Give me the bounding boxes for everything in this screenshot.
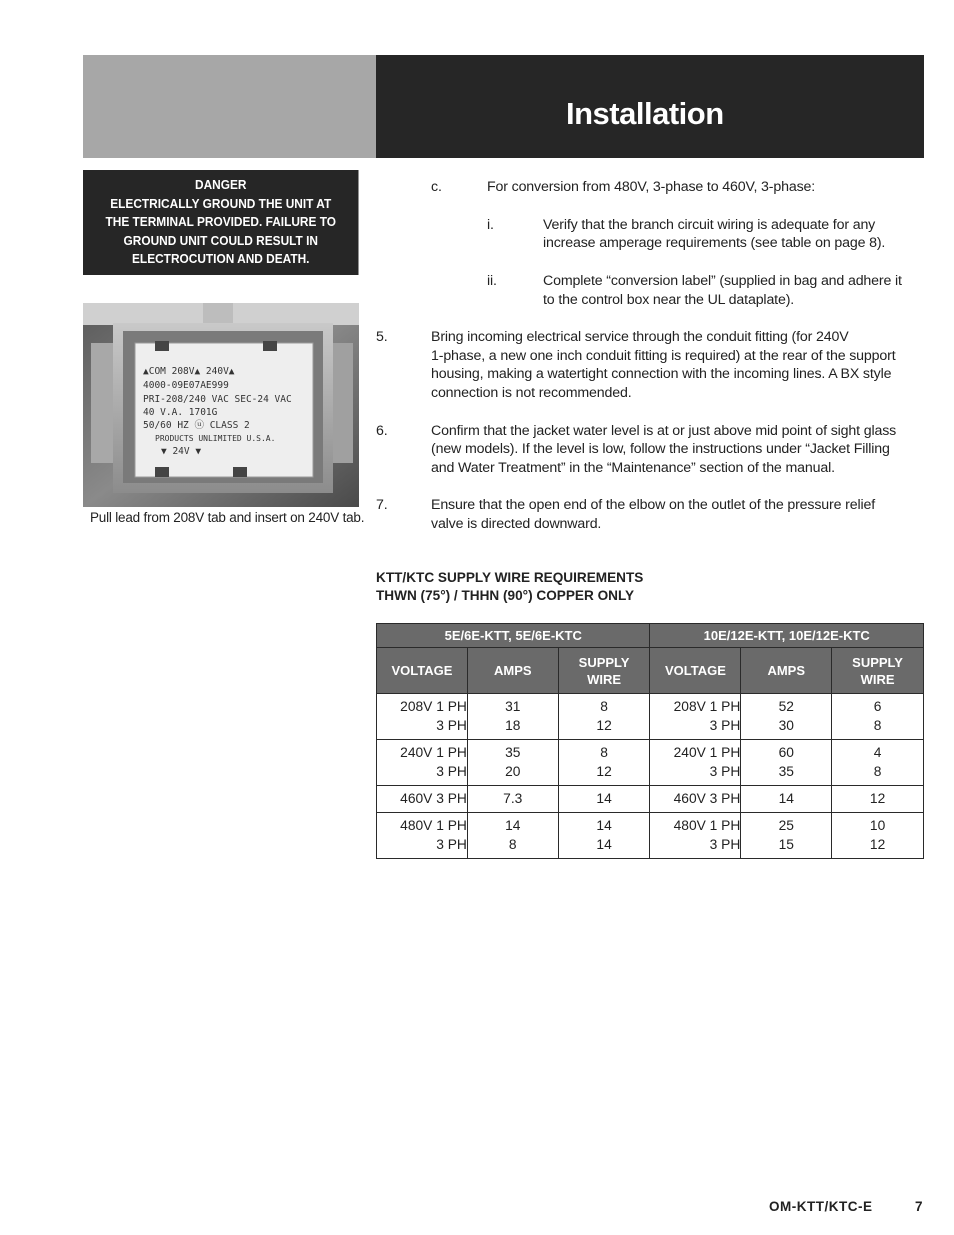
step-6-line: (new models). If the level is low, follow the instructions under “Jacket Filling (431, 441, 890, 457)
cell-supply-wire: 12 (832, 786, 924, 813)
table-row (377, 786, 924, 813)
cell-voltage: 240V 1 PH 3 PH (377, 740, 468, 786)
page-number: 7 (915, 1199, 923, 1214)
cell-voltage: 208V 1 PH 3 PH (377, 694, 468, 740)
cell-amps: 7.3 (467, 786, 558, 813)
footer-doc-code: OM-KTT/KTC-E (769, 1199, 873, 1214)
cell-supply-wire: 14 (558, 786, 650, 813)
col-header-amps: AMPS (741, 648, 832, 694)
step-7-line: Ensure that the open end of the elbow on the outlet of the pressure relief (431, 497, 875, 513)
table-title-line: KTT/KTC SUPPLY WIRE REQUIREMENTS (376, 570, 644, 585)
cell-supply-wire: 8 12 (558, 740, 650, 786)
cell-supply-wire: 10 12 (832, 813, 924, 859)
cell-voltage: 460V 3 PH (650, 786, 741, 813)
cell-supply-wire: 8 12 (558, 694, 650, 740)
step-cii-marker: ii. (487, 273, 497, 289)
transformer-illustration (83, 303, 359, 507)
header-gray-block (83, 55, 376, 158)
page-title: Installation (566, 96, 724, 131)
step-6-marker: 6. (376, 423, 388, 439)
step-cii-line: Complete “conversion label” (supplied in bag and adhere it (543, 273, 902, 289)
step-5-marker: 5. (376, 329, 388, 345)
step-5-line: connection is not recommended. (431, 385, 632, 401)
step-ci-line: Verify that the branch circuit wiring is adequate for any (543, 217, 876, 233)
step-c-marker: c. (431, 179, 442, 195)
step-6-line: and Water Treatment” in the “Maintenance” section of the manual. (431, 460, 835, 476)
col-header-amps: AMPS (467, 648, 558, 694)
cell-amps: 60 35 (741, 740, 832, 786)
cell-supply-wire: 4 8 (832, 740, 924, 786)
table-row (377, 813, 924, 859)
step-6-line: Confirm that the jacket water level is at or just above mid point of sight glass (431, 423, 897, 439)
cell-voltage: 240V 1 PH 3 PH (650, 740, 741, 786)
step-7-line: valve is directed downward. (431, 516, 602, 532)
cell-voltage: 480V 1 PH 3 PH (377, 813, 468, 859)
step-5-line: Bring incoming electrical service through the conduit fitting (for 240V (431, 329, 849, 345)
supply-wire-table (376, 623, 924, 859)
step-c-text: For conversion from 480V, 3-phase to 460V, 3-phase: (487, 179, 816, 195)
cell-amps: 14 8 (467, 813, 558, 859)
cell-voltage: 480V 1 PH 3 PH (650, 813, 741, 859)
cell-amps: 52 30 (741, 694, 832, 740)
cell-amps: 31 18 (467, 694, 558, 740)
photo-label-line: PRODUCTS UNLIMITED U.S.A. (155, 434, 276, 443)
danger-line: ELECTRICALLY GROUND THE UNIT AT (110, 196, 332, 211)
table-row (377, 740, 924, 786)
step-5-line: housing, making a watertight connection with the incoming lines. A BX style (431, 366, 892, 382)
cell-voltage: 208V 1 PH 3 PH (650, 694, 741, 740)
table-title-line: THWN (75°) / THHN (90°) COPPER ONLY (376, 588, 635, 603)
cell-voltage: 460V 3 PH (377, 786, 468, 813)
cell-amps: 35 20 (467, 740, 558, 786)
danger-line: ELECTROCUTION AND DEATH. (132, 252, 310, 267)
photo-label-line: 4000-09E07AE999 (143, 380, 229, 391)
cell-supply-wire: 6 8 (832, 694, 924, 740)
photo-label-line: 40 V.A. 1701G (143, 407, 218, 418)
col-header-supply-wire: SUPPLY WIRE (558, 648, 650, 694)
step-ci-marker: i. (487, 217, 494, 233)
danger-line: GROUND UNIT COULD RESULT IN (123, 233, 318, 248)
col-header-voltage: VOLTAGE (650, 648, 741, 694)
photo-label-line: 50/60 HZ ⓤ CLASS 2 (143, 420, 250, 431)
photo-caption: Pull lead from 208V tab and insert on 240V tab. (90, 510, 365, 525)
table-title (376, 569, 643, 605)
step-cii-line: to the control box near the UL dataplate). (543, 292, 795, 308)
danger-box (83, 170, 359, 275)
table-row (377, 694, 924, 740)
col-header-supply-wire: SUPPLY WIRE (832, 648, 924, 694)
cell-amps: 25 15 (741, 813, 832, 859)
cell-supply-wire: 14 14 (558, 813, 650, 859)
danger-line: THE TERMINAL PROVIDED. FAILURE TO (105, 215, 336, 230)
cell-amps: 14 (741, 786, 832, 813)
step-ci-line: increase amperage requirements (see table on page 8). (543, 235, 886, 251)
danger-heading: DANGER (195, 178, 247, 192)
group-header-small-models: 5E/6E-KTT, 5E/6E-KTC (377, 624, 650, 648)
transformer-photo (83, 303, 359, 507)
col-header-voltage: VOLTAGE (377, 648, 468, 694)
step-5-line: 1-phase, a new one inch conduit fitting is required) at the rear of the support (431, 348, 896, 364)
group-header-large-models: 10E/12E-KTT, 10E/12E-KTC (650, 624, 924, 648)
photo-label-line: ▼ 24V ▼ (161, 446, 202, 457)
photo-label-line: PRI-208/240 VAC SEC-24 VAC (143, 394, 292, 405)
photo-label-line: ▲COM 208V▲ 240V▲ (143, 366, 235, 377)
step-7-marker: 7. (376, 497, 388, 513)
